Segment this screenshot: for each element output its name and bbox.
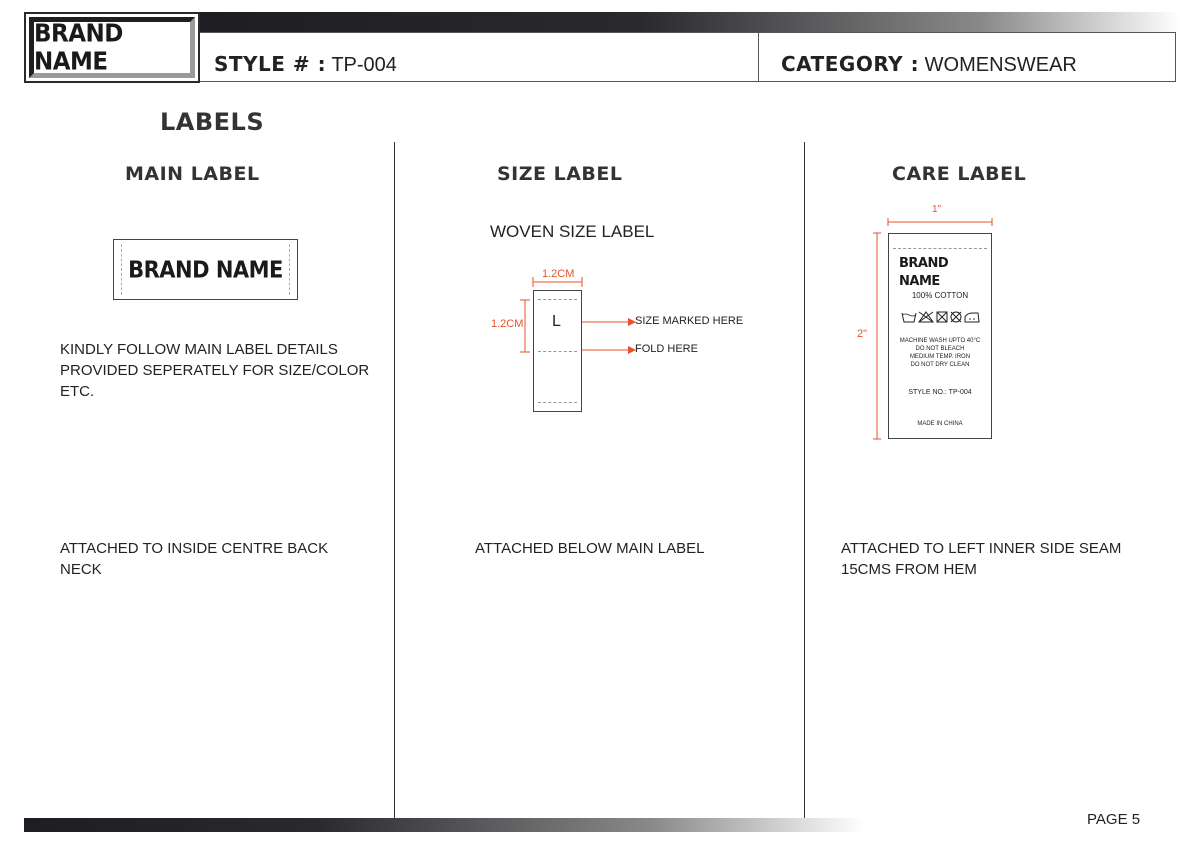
- care-label-sample: [888, 233, 992, 439]
- no-bleach-icon: [919, 312, 933, 322]
- category-value: WOMENSWEAR: [924, 54, 1077, 76]
- category-label: CATEGORY :: [781, 52, 920, 76]
- placement-line: 15CMS FROM HEM: [841, 561, 977, 578]
- style-number: [214, 52, 397, 77]
- care-line: MACHINE WASH UPTO 40°C: [899, 338, 981, 344]
- size-label-sample: [533, 290, 582, 412]
- iron-medium-icon: [965, 313, 979, 322]
- style-value: TP-004: [331, 54, 397, 76]
- main-label-placement: [60, 538, 328, 580]
- header-gradient-bar: [200, 12, 1180, 32]
- size-width-dimension: 1.2CM: [542, 268, 575, 280]
- size-label-title: SIZE LABEL: [497, 163, 623, 185]
- page-number: PAGE 5: [1087, 811, 1141, 828]
- care-line: DO NOT BLEACH: [915, 346, 965, 352]
- footer-gradient-bar: [24, 818, 864, 832]
- column-divider-1: [394, 142, 395, 818]
- no-dry-clean-icon: [951, 312, 961, 322]
- care-line: MEDIUM TEMP. IRON: [909, 354, 971, 360]
- care-label-title: CARE LABEL: [892, 163, 1027, 185]
- care-instructions: [889, 337, 991, 369]
- instruction-line: PROVIDED SEPERATELY FOR SIZE/COLOR: [60, 362, 370, 379]
- placement-line: ATTACHED TO INSIDE CENTRE BACK: [60, 540, 329, 557]
- size-height-dimension: 1.2CM: [491, 318, 524, 330]
- no-tumble-dry-icon: [937, 312, 947, 322]
- care-style-no: STYLE NO.: TP-004: [908, 389, 972, 396]
- instruction-line: KINDLY FOLLOW MAIN LABEL DETAILS: [60, 341, 338, 358]
- brand-logo: [24, 12, 200, 83]
- care-height-dimension: 2": [857, 328, 868, 340]
- size-mark: L: [552, 313, 561, 330]
- style-label: STYLE # :: [214, 52, 327, 76]
- care-line: DO NOT DRY CLEAN: [910, 362, 970, 368]
- care-label-placement: [841, 538, 1121, 580]
- header-divider: [758, 32, 759, 82]
- wash-40-icon: [902, 313, 916, 322]
- care-fabric: 100% COTTON: [911, 291, 969, 300]
- main-label-instructions: [60, 339, 369, 402]
- column-divider-2: [804, 142, 805, 818]
- care-width-dimension: 1": [932, 204, 942, 215]
- fold-callout: FOLD HERE: [635, 343, 698, 355]
- main-label-brand: BRAND NAME: [128, 256, 283, 283]
- size-callout: SIZE MARKED HERE: [635, 315, 744, 327]
- size-dimension-lines: [480, 262, 760, 422]
- page-title: LABELS: [160, 108, 265, 136]
- instruction-line: ETC.: [60, 383, 95, 400]
- care-symbols: [901, 310, 981, 324]
- care-label-brand: BRAND NAME: [899, 256, 949, 289]
- category: [781, 52, 1077, 77]
- main-label-title: MAIN LABEL: [125, 163, 260, 185]
- placement-line: ATTACHED TO LEFT INNER SIDE SEAM: [841, 540, 1122, 557]
- placement-line: NECK: [60, 561, 102, 578]
- main-label-sample: [113, 239, 298, 300]
- size-label-subtitle: WOVEN SIZE LABEL: [490, 222, 655, 241]
- size-label-placement: ATTACHED BELOW MAIN LABEL: [475, 540, 705, 557]
- care-origin: MADE IN CHINA: [917, 421, 963, 427]
- brand-logo-text: BRAND NAME: [34, 19, 123, 76]
